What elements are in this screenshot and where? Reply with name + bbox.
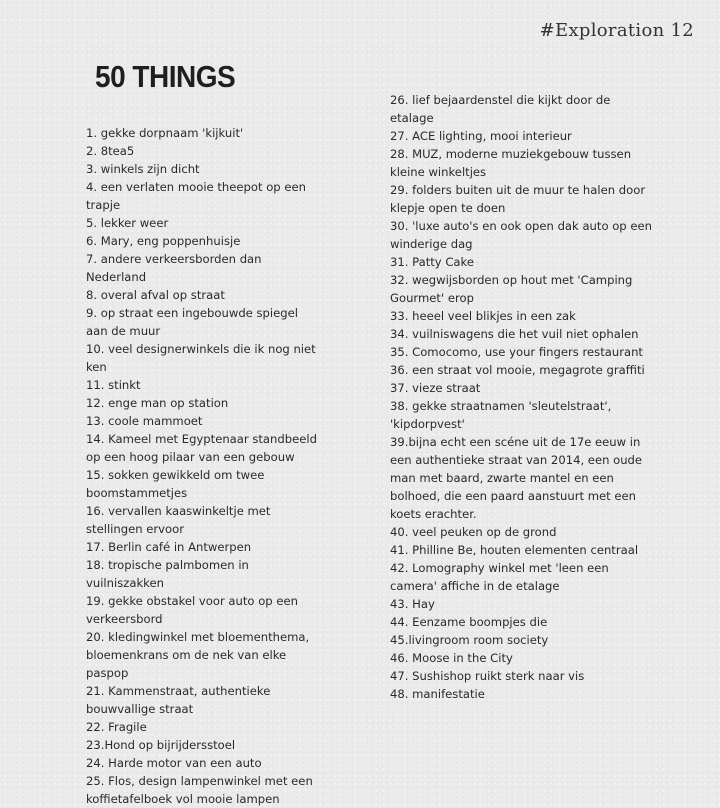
list-item: 18. tropische palmbomen in vuilniszakken — [86, 558, 249, 590]
list-item: 10. veel designerwinkels die ik nog niet ken — [86, 342, 316, 374]
list-item: 9. op straat een ingebouwde spiegel aan de muur — [86, 306, 298, 338]
list-item: 13. coole mammoet — [86, 414, 203, 428]
list-item: 8. overal afval op straat — [86, 288, 225, 302]
list-item: 34. vuilniswagens die het vuil niet ophalen — [390, 327, 639, 341]
list-item: 24. Harde motor van een auto — [86, 756, 262, 770]
list-item: 16. vervallen kaaswinkeltje met stellingen ervoor — [86, 504, 271, 536]
list-item: 22. Fragile — [86, 720, 147, 734]
list-item: 14. Kameel met Egyptenaar standbeeld op een hoog pilaar van een gebouw — [86, 432, 317, 464]
exploration-tag: #Exploration 12 — [539, 20, 694, 41]
list-item: 27. ACE lighting, mooi interieur — [390, 129, 572, 143]
list-item: 19. gekke obstakel voor auto op een verkeersbord — [86, 594, 298, 626]
list-item: 7. andere verkeersborden dan Nederland — [86, 252, 262, 284]
list-item: 45.livingroom room society — [390, 633, 549, 647]
list-item: 37. vieze straat — [390, 381, 481, 395]
list-item: 32. wegwijsborden op hout met 'Camping Gourmet' erop — [390, 273, 633, 305]
things-list-right — [390, 91, 652, 703]
list-item: 40. veel peuken op de grond — [390, 525, 557, 539]
list-item: 21. Kammenstraat, authentieke bouwvallige straat — [86, 684, 271, 716]
list-item: 5. lekker weer — [86, 216, 169, 230]
page-title: 50 THINGS — [95, 60, 236, 94]
list-item: 47. Sushishop ruikt sterk naar vis — [390, 669, 585, 683]
list-item: 17. Berlin café in Antwerpen — [86, 540, 252, 554]
list-item: 39.bijna echt een scéne uit de 17e eeuw in een authentieke straat van 2014, een oude man met baard, zwarte mantel en een bolhoed, die een paard aanstuurt met een koets erachter. — [390, 435, 643, 521]
list-item: 42. Lomography winkel met 'leen een camera' affiche in de etalage — [390, 561, 609, 593]
list-item: 33. heeel veel blikjes in een zak — [390, 309, 576, 323]
list-item: 4. een verlaten mooie theepot op een trapje — [86, 180, 306, 212]
list-item: 2. 8tea5 — [86, 144, 135, 158]
list-item: 15. sokken gewikkeld om twee boomstammetjes — [86, 468, 265, 500]
list-item: 38. gekke straatnamen 'sleutelstraat', 'kipdorpvest' — [390, 399, 612, 431]
list-item: 44. Eenzame boompjes die — [390, 615, 548, 629]
list-item: 20. kledingwinkel met bloementhema, bloemenkrans om de nek van elke paspop — [86, 630, 310, 680]
list-item: 29. folders buiten uit de muur te halen door klepje open te doen — [390, 183, 646, 215]
things-list-left — [86, 124, 318, 808]
list-item: 26. lief bejaardenstel die kijkt door de etalage — [390, 93, 611, 125]
list-item: 11. stinkt — [86, 378, 141, 392]
list-item: 12. enge man op station — [86, 396, 229, 410]
list-item: 1. gekke dorpnaam 'kijkuit' — [86, 126, 244, 140]
list-item: 30. 'luxe auto's en ook open dak auto op een winderige dag — [390, 219, 652, 251]
list-item: 28. MUZ, moderne muziekgebouw tussen kleine winkeltjes — [390, 147, 632, 179]
list-item: 6. Mary, eng poppenhuisje — [86, 234, 241, 248]
list-item: 35. Comocomo, use your fingers restaurant — [390, 345, 643, 359]
list-item: 36. een straat vol mooie, megagrote graffiti — [390, 363, 645, 377]
list-item: 41. Philline Be, houten elementen centraal — [390, 543, 639, 557]
list-item: 48. manifestatie — [390, 687, 485, 701]
list-item: 3. winkels zijn dicht — [86, 162, 200, 176]
list-item: 43. Hay — [390, 597, 435, 611]
list-item: 23.Hond op bijrijdersstoel — [86, 738, 236, 752]
list-item: 25. Flos, design lampenwinkel met een koffietafelboek vol mooie lampen — [86, 774, 313, 806]
list-item: 31. Patty Cake — [390, 255, 474, 269]
list-item: 46. Moose in the City — [390, 651, 513, 665]
